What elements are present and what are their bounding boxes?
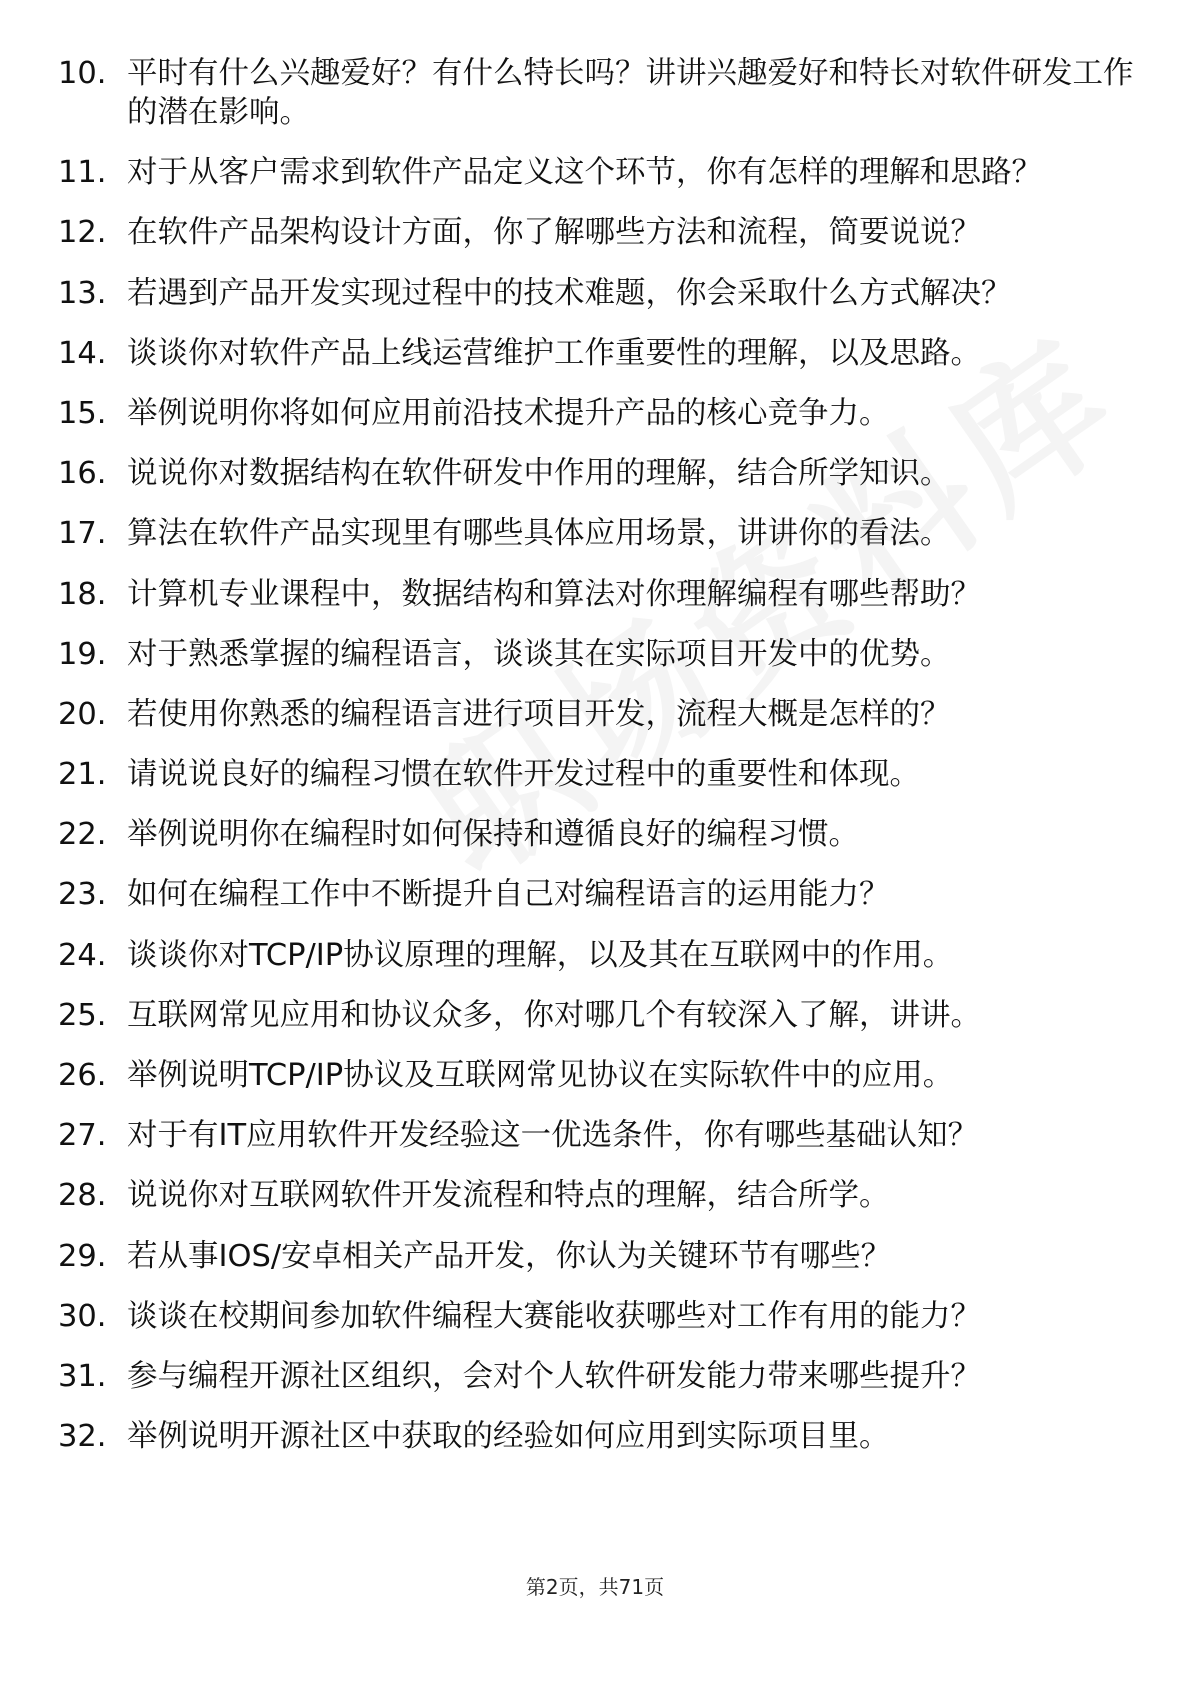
list-item	[58, 996, 1138, 1035]
question-text: 若遇到产品开发实现过程中的技术难题，你会采取什么方式解决？	[127, 275, 1012, 311]
question-number: 21.	[58, 757, 107, 793]
list-item	[58, 454, 1138, 493]
list-item	[58, 1176, 1138, 1215]
list-item	[58, 514, 1138, 553]
list-item	[58, 1297, 1138, 1336]
question-number: 17.	[58, 516, 107, 552]
list-item	[58, 1417, 1138, 1456]
question-text: 举例说明开源社区中获取的经验如何应用到实际项目里。	[127, 1419, 890, 1455]
question-number: 25.	[58, 997, 107, 1033]
question-number: 20.	[58, 696, 107, 732]
list-item	[58, 274, 1138, 313]
question-number: 28.	[58, 1178, 107, 1214]
list-item	[58, 575, 1138, 614]
question-number: 19.	[58, 636, 107, 672]
question-text: 举例说明你将如何应用前沿技术提升产品的核心竞争力。	[127, 395, 890, 431]
question-text: 在软件产品架构设计方面，你了解哪些方法和流程，简要说说？	[127, 215, 981, 251]
question-text: 算法在软件产品实现里有哪些具体应用场景，讲讲你的看法。	[127, 516, 951, 552]
list-item	[58, 635, 1138, 674]
question-number: 30.	[58, 1298, 107, 1334]
question-number: 31.	[58, 1358, 107, 1394]
question-number: 11.	[58, 155, 107, 191]
list-item	[58, 213, 1138, 252]
question-number: 14.	[58, 335, 107, 371]
page-footer: 第2页，共71页	[525, 1575, 665, 1599]
question-text: 请说说良好的编程习惯在软件开发过程中的重要性和体现。	[127, 757, 920, 793]
question-text: 谈谈你对TCP/IP协议原理的理解，以及其在互联网中的作用。	[127, 937, 954, 973]
question-text: 举例说明TCP/IP协议及互联网常见协议在实际软件中的应用。	[127, 1058, 954, 1093]
list-item	[58, 815, 1138, 854]
list-item	[58, 1237, 1138, 1276]
question-text: 计算机专业课程中，数据结构和算法对你理解编程有哪些帮助？	[127, 576, 981, 612]
question-number: 18.	[58, 576, 107, 612]
question-text: 平时有什么兴趣爱好？有什么特长吗？讲讲兴趣爱好和特长对软件研发工作的潜在影响。	[127, 56, 1134, 130]
question-text: 对于熟悉掌握的编程语言，谈谈其在实际项目开发中的优势。	[127, 636, 951, 672]
question-text: 谈谈你对软件产品上线运营维护工作重要性的理解，以及思路。	[127, 335, 981, 371]
question-number: 22.	[58, 817, 107, 853]
question-number: 27.	[58, 1118, 107, 1154]
question-number: 15.	[58, 395, 107, 431]
list-item	[58, 936, 1138, 975]
question-list	[58, 54, 1138, 1477]
question-text: 若从事IOS/安卓相关产品开发，你认为关键环节有哪些？	[127, 1238, 892, 1274]
question-text: 互联网常见应用和协议众多，你对哪几个有较深入了解，讲讲。	[127, 997, 981, 1033]
question-text: 举例说明你在编程时如何保持和遵循良好的编程习惯。	[127, 817, 859, 853]
list-item	[58, 695, 1138, 734]
question-text: 若使用你熟悉的编程语言进行项目开发，流程大概是怎样的？	[127, 696, 951, 732]
question-number: 23.	[58, 877, 107, 913]
list-item	[58, 1056, 1138, 1095]
question-number: 26.	[58, 1058, 107, 1093]
question-text: 说说你对互联网软件开发流程和特点的理解，结合所学。	[127, 1178, 890, 1214]
list-item	[58, 1357, 1138, 1396]
list-item	[58, 54, 1138, 132]
question-text: 如何在编程工作中不断提升自己对编程语言的运用能力？	[127, 877, 890, 913]
list-item	[58, 394, 1138, 433]
question-number: 16.	[58, 456, 107, 492]
question-number: 10.	[58, 56, 107, 91]
question-text: 说说你对数据结构在软件研发中作用的理解，结合所学知识。	[127, 456, 951, 492]
question-number: 24.	[58, 937, 107, 973]
question-text: 参与编程开源社区组织，会对个人软件研发能力带来哪些提升？	[127, 1358, 981, 1394]
list-item	[58, 755, 1138, 794]
list-item	[58, 334, 1138, 373]
list-item	[58, 153, 1138, 192]
list-item	[58, 875, 1138, 914]
question-number: 13.	[58, 275, 107, 311]
question-number: 12.	[58, 215, 107, 251]
question-number: 32.	[58, 1419, 107, 1455]
question-text: 对于有IT应用软件开发经验这一优选条件，你有哪些基础认知？	[127, 1118, 979, 1154]
question-text: 谈谈在校期间参加软件编程大赛能收获哪些对工作有用的能力？	[127, 1298, 981, 1334]
question-text: 对于从客户需求到软件产品定义这个环节，你有怎样的理解和思路？	[127, 155, 1042, 191]
list-item	[58, 1116, 1138, 1155]
question-number: 29.	[58, 1238, 107, 1274]
